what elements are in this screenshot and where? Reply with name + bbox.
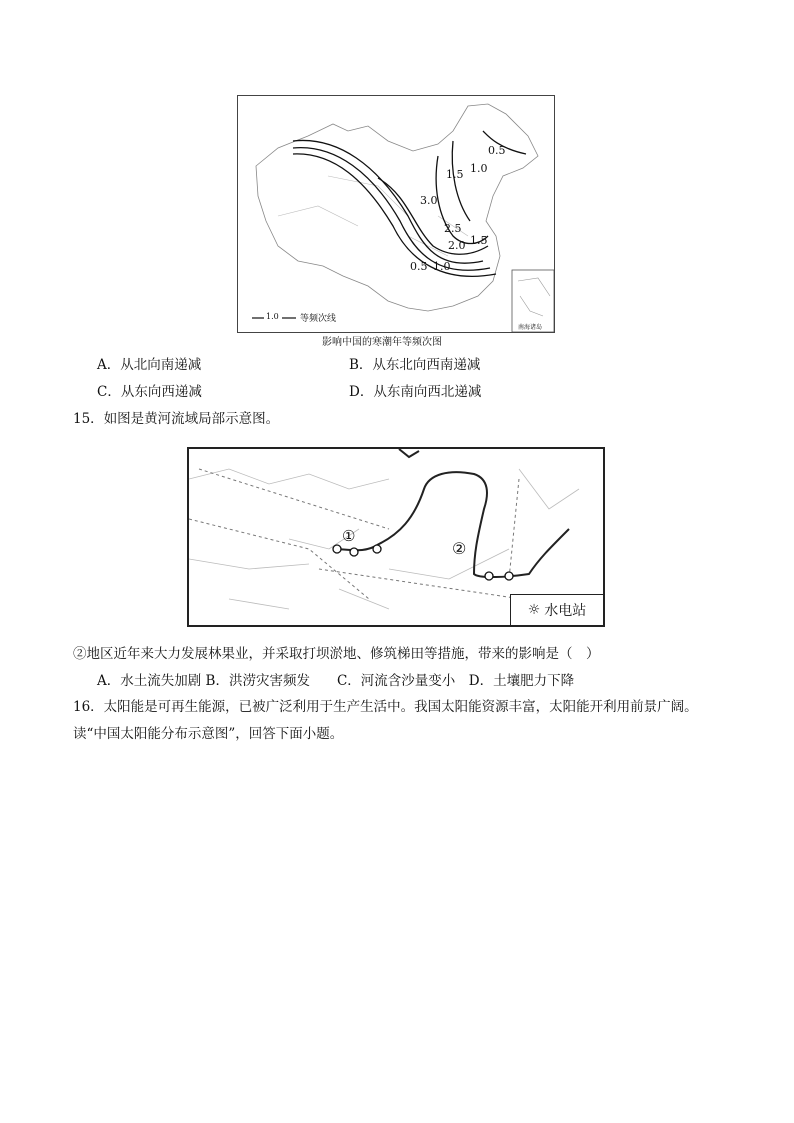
yellow-river-map <box>187 447 605 627</box>
contour-label: 0.5 <box>410 260 428 273</box>
q15-stem: 15．如图是黄河流域局部示意图。 <box>73 411 280 427</box>
q15-question: ②地区近年来大力发展林果业，并采取打坝淤地、修筑梯田等措施，带来的影响是（ ） <box>73 646 600 662</box>
cold-wave-frequency-map <box>237 95 555 333</box>
legend-value: 1.0 <box>266 312 279 321</box>
contour-label: 0.5 <box>488 144 506 157</box>
legend-text: 水电站 <box>544 603 587 619</box>
q16-line2: 读“中国太阳能分布示意图”，回答下面小题。 <box>73 726 344 742</box>
map2-legend <box>510 594 603 625</box>
q16-line1: 16．太阳能是可再生能源，已被广泛利用于生产生活中。我国太阳能资源丰富，太阳能开利用前景广阔。 <box>73 699 698 715</box>
q14-option-b[interactable]: B．从东北向西南递减 <box>349 357 481 373</box>
inset-label: 南海诸岛 <box>518 324 543 331</box>
contour-label: 1.5 <box>446 168 464 181</box>
contour-label: 1.0 <box>433 260 451 273</box>
contour-label: 3.0 <box>420 194 438 207</box>
q15-options[interactable]: A．水土流失加剧 B．洪涝灾害频发 C．河流含沙量变小 D．土壤肥力下降 <box>97 673 575 689</box>
contour-label: 1.5 <box>470 234 488 247</box>
contour-label: 2.0 <box>448 239 466 252</box>
label-region-2: ② <box>452 539 467 558</box>
legend-label: 等频次线 <box>300 314 337 324</box>
map1-caption: 影响中国的寒潮年等频次图 <box>322 337 442 348</box>
china-outline-map <box>238 96 554 332</box>
contour-label: 2.5 <box>444 222 462 235</box>
q14-option-c[interactable]: C．从东向西递减 <box>97 384 202 400</box>
label-region-1: ① <box>342 527 356 545</box>
contour-label: 1.0 <box>470 162 488 175</box>
q14-option-d[interactable]: D．从东南向西北递减 <box>349 384 482 400</box>
hydropower-icon: ☼ <box>527 602 541 618</box>
q14-option-a[interactable]: A．从北向南递减 <box>97 357 202 373</box>
